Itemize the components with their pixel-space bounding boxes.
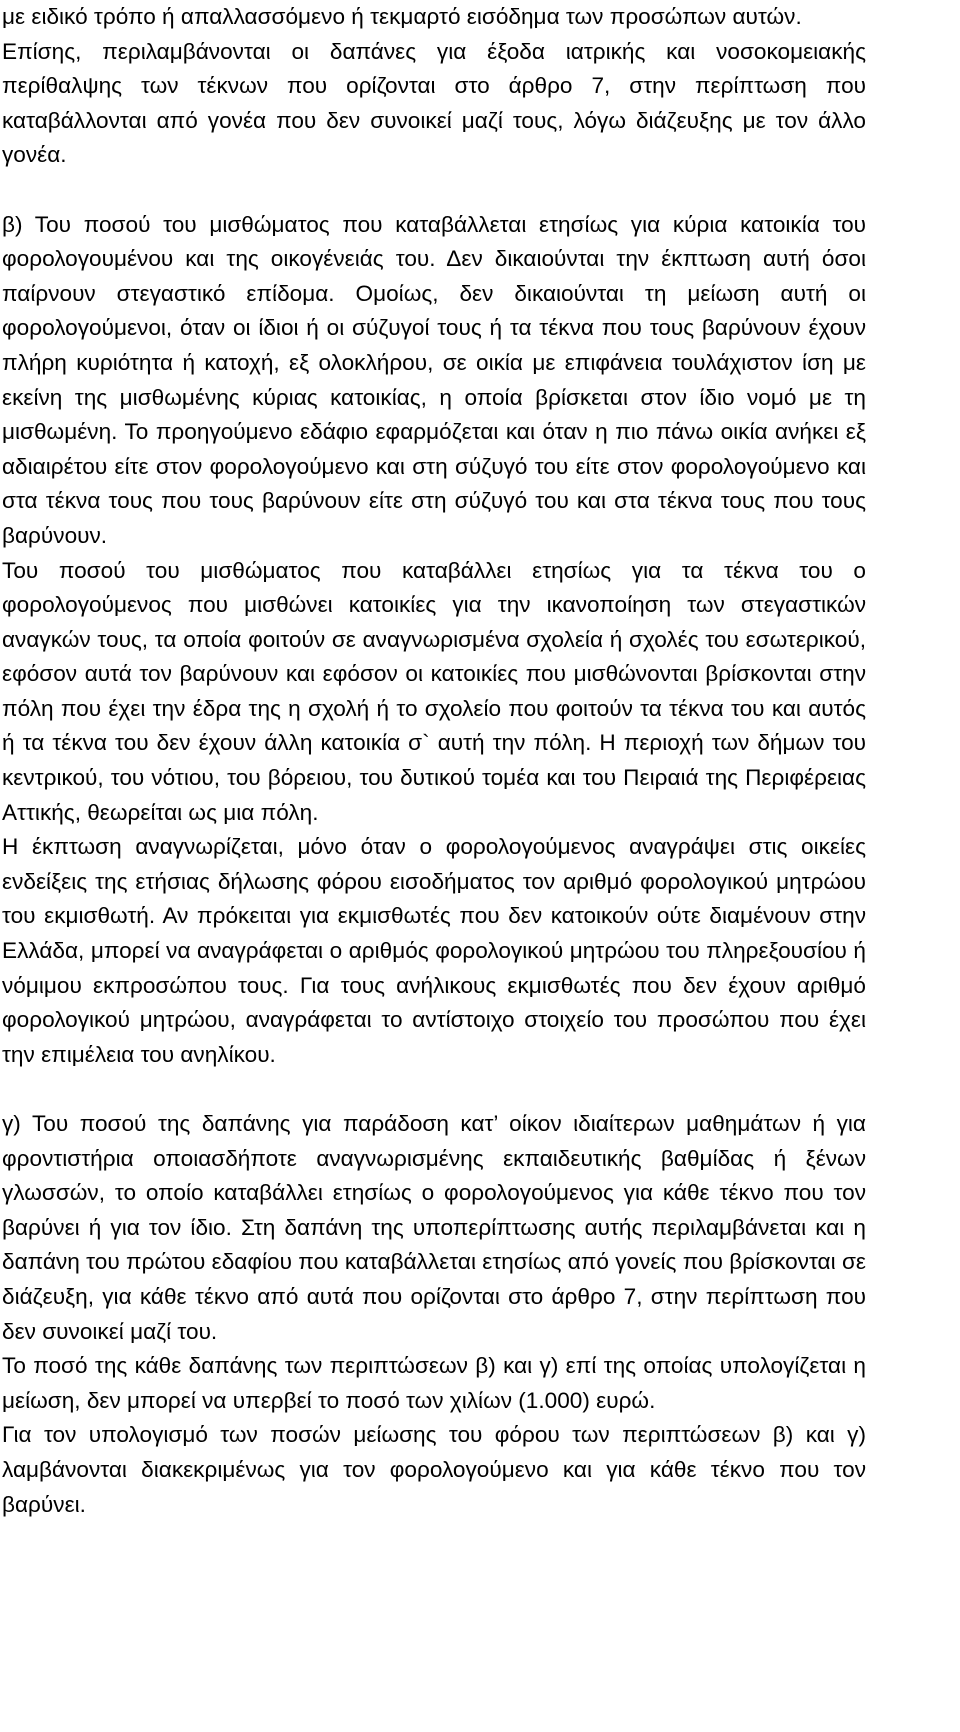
paragraph-expense-cap: Το ποσό της κάθε δαπάνης των περιπτώσεων β) και γ) επί της οποίας υπολογίζεται η μείωση, δεν μπορεί να υπερβεί το ποσό των χιλίων (1.000) ευρώ. [2, 1353, 866, 1413]
paragraph-b-rent-main-residence: β) Του ποσού του μισθώματος που καταβάλλεται ετησίως για κύρια κατοικία του φορολογουμένου και της οικογένειάς του. Δεν δικαιούνται την έκπτωση αυτή όσοι παίρνουν στεγαστικό επίδομα. Ομοίως, δεν δικαιούνται τη μείωση αυτή οι φορολογούμενοι, όταν οι ίδιοι ή οι σύζυγοί τους ή τα τέκνα που τους βαρύνουν έχουν πλήρη κυριότητα ή κατοχή, εξ ολοκλήρου, σε οικία με επιφάνεια τουλάχιστον ίση με εκείνη της μισθωμένης κύριας κατοικίας, η οποία βρίσκεται στον ίδιο νομό με τη μισθωμένη. Το προηγούμενο εδάφιο εφαρμόζεται και όταν η πιο πάνω οικία ανήκει εξ αδιαιρέτου είτε στον φορολογούμενο και στη σύζυγό του είτε στον φορολογούμενο και στα τέκνα τους που τους βαρύνουν είτε στη σύζυγό του και στα τέκνα τους που τους βαρύνουν. [2, 211, 866, 548]
paragraph-spacer [2, 173, 866, 208]
paragraph-medical-expenses: Επίσης, περιλαμβάνονται οι δαπάνες για έξοδα ιατρικής και νοσοκομειακής περίθαλψης των τέκνων που ορίζονται στο άρθρο 7, στην περίπτωση που καταβάλλονται από γονέα που δεν συνοικεί μαζί τους, λόγω διάζευξης με τον άλλο γονέα. [2, 38, 866, 168]
paragraph-calculation-note: Για τον υπολογισμό των ποσών μείωσης του φόρου των περιπτώσεων β) και γ) λαμβάνονται διακεκριμένως για τον φορολογούμενο και για κάθε τέκνο που τον βαρύνει. [2, 1422, 866, 1517]
paragraph-c-private-lessons: γ) Του ποσού της δαπάνης για παράδοση κατ’ οίκον ιδιαίτερων μαθημάτων ή για φροντιστήρια οποιασδήποτε αναγνωρισμένης εκπαιδευτικής βαθμίδας ή ξένων γλωσσών, το οποίο καταβάλλει ετησίως ο φορολογούμενος για κάθε τέκνο που τον βαρύνει ή για τον ίδιο. Στη δαπάνη της υποπερίπτωσης αυτής περιλαμβάνεται και η δαπάνη του πρώτου εδαφίου που καταβάλλεται ετησίως από γονείς που βρίσκονται σε διάζευξη, για κάθε τέκνο από αυτά που ορίζονται στο άρθρο 7, στην περίπτωση που δεν συνοικεί μαζί του. [2, 1111, 866, 1344]
paragraph-deduction-recognition: Η έκπτωση αναγνωρίζεται, μόνο όταν ο φορολογούμενος αναγράψει στις οικείες ενδείξεις της ετήσιας δήλωσης φόρου εισοδήματος τον αριθμό φορολογικού μητρώου του εκμισθωτή. Αν πρόκειται για εκμισθωτές που δεν κατοικούν ούτε διαμένουν στην Ελλάδα, μπορεί να αναγράφεται ο αριθμός φορολογικού μητρώου του πληρεξουσίου ή νόμιμου εκπροσώπου τους. Για τους ανήλικους εκμισθωτές που δεν έχουν αριθμό φορολογικού μητρώου, αναγράφεται το αντίστοιχο στοιχείο του προσώπου που έχει την επιμέλεια του ανηλίκου. [2, 834, 866, 1067]
document-page [2, 0, 866, 1522]
paragraph-income-persons: με ειδικό τρόπο ή απαλλασσόμενο ή τεκμαρτό εισόδημα των προσώπων αυτών. [2, 4, 802, 29]
paragraph-spacer [2, 1072, 866, 1107]
paragraph-rent-children-studies: Του ποσού του μισθώματος που καταβάλλει ετησίως για τα τέκνα του ο φορολογούμενος που μισθώνει κατοικίες για την ικανοποίηση των στεγαστικών αναγκών τους, τα οποία φοιτούν σε αναγνωρισμένα σχολεία ή σχολές του εσωτερικού, εφόσον αυτά τον βαρύνουν και εφόσον οι κατοικίες που μισθώνονται βρίσκονται στην πόλη που έχει την έδρα της η σχολή ή το σχολείο που φοιτούν τα τέκνα του και αυτός ή τα τέκνα του δεν έχουν άλλη κατοικία σ` αυτή την πόλη. Η περιοχή των δήμων του κεντρικού, του νότιου, του βόρειου, του δυτικού τομέα και του Πειραιά της Περιφέρειας Αττικής, θεωρείται ως μια πόλη. [2, 557, 866, 825]
